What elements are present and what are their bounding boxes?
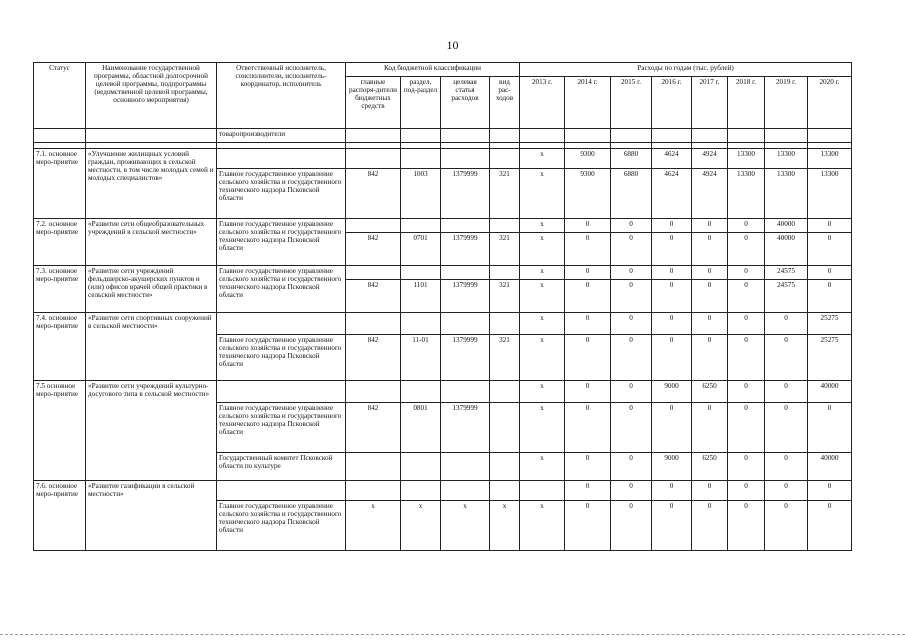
header-status: Статус <box>34 63 86 129</box>
table-row <box>34 313 852 335</box>
value-cell: 4924 <box>692 149 728 169</box>
measure-status: 7.2. основное меро-приятие <box>34 219 86 266</box>
value-cell: 0 <box>652 219 692 233</box>
kbk-razdel-cell: 0801 <box>401 403 441 453</box>
value-cell: 13300 <box>808 169 852 219</box>
header-year: 2018 г. <box>728 77 765 129</box>
value-cell: 0 <box>565 233 611 266</box>
value-cell: 13300 <box>765 149 808 169</box>
value-cell: х <box>520 381 565 403</box>
value-cell: 4624 <box>652 149 692 169</box>
value-cell: 0 <box>728 335 765 381</box>
value-cell: 0 <box>565 313 611 335</box>
header-expenses-group: Расходы по годам (тыс. рублей) <box>520 63 852 77</box>
header-kbk-razdel: раздел, под-раздел <box>401 77 441 129</box>
header-year: 2015 г. <box>611 77 652 129</box>
value-cell: 0 <box>611 219 652 233</box>
value-cell: 0 <box>611 501 652 551</box>
value-cell: 9300 <box>565 149 611 169</box>
kbk-csr-cell: 1379999 <box>441 169 490 219</box>
value-cell: 0 <box>652 335 692 381</box>
measure-name: «Развитие сети учреждений культурно-досугового типа в сельской местности» <box>86 381 217 481</box>
measure-name: «Улучшение жилищных условий граждан, проживающих в сельской местности, в том числе молодых семей и молодых специалистов» <box>86 149 217 219</box>
kbk-razdel-cell: 1003 <box>401 169 441 219</box>
value-cell: 9000 <box>652 381 692 403</box>
value-cell: 6880 <box>611 149 652 169</box>
value-cell: 0 <box>565 381 611 403</box>
value-cell: 0 <box>611 280 652 313</box>
value-cell: 24575 <box>765 280 808 313</box>
value-cell: 24575 <box>765 266 808 280</box>
measure-name: «Развитие сети общеобразовательных учреждений в сельской местности» <box>86 219 217 266</box>
kbk-razdel-cell: 11-01 <box>401 335 441 381</box>
measure-name: «Развитие сети учреждений фельдшерско-акушерских пунктов и (или) офисов врачей общей практики в сельской местности» <box>86 266 217 313</box>
table-row <box>34 481 852 501</box>
value-cell: 0 <box>611 381 652 403</box>
value-cell: 40000 <box>765 233 808 266</box>
value-cell: 0 <box>765 403 808 453</box>
header-year: 2014 г. <box>565 77 611 129</box>
value-cell: 0 <box>652 481 692 501</box>
continuation-text: товаропроизводители <box>217 129 346 143</box>
kbk-grbs-cell: 842 <box>346 169 401 219</box>
kbk-grbs-cell: 842 <box>346 233 401 266</box>
value-cell: х <box>520 335 565 381</box>
kbk-razdel-cell: 0701 <box>401 233 441 266</box>
value-cell: 0 <box>728 219 765 233</box>
header-year: 2016 г. <box>652 77 692 129</box>
value-cell: 0 <box>652 233 692 266</box>
measure-name: «Развитие сети спортивных сооружений в сельской местности» <box>86 313 217 381</box>
value-cell: 9300 <box>565 169 611 219</box>
value-cell: 0 <box>765 481 808 501</box>
executor-cell: Главное государственное управление сельского хозяйства и государственного технического надзора Псковской области <box>217 335 346 381</box>
measure-status: 7.1. основное меро-приятие <box>34 149 86 219</box>
value-cell: х <box>520 313 565 335</box>
kbk-csr-cell: 1379999 <box>441 335 490 381</box>
value-cell: 13300 <box>728 169 765 219</box>
value-cell: 0 <box>692 313 728 335</box>
kbk-grbs-cell: х <box>346 501 401 551</box>
value-cell: 0 <box>728 481 765 501</box>
measure-status: 7.5 основное меро-приятие <box>34 381 86 481</box>
kbk-grbs-cell: 842 <box>346 403 401 453</box>
kbk-grbs-cell: 842 <box>346 280 401 313</box>
kbk-csr-cell: 1379999 <box>441 280 490 313</box>
value-cell: 0 <box>611 233 652 266</box>
value-cell: 0 <box>808 501 852 551</box>
header-kbk-csr: целевая статья расходов <box>441 77 490 129</box>
kbk-vr-cell: 321 <box>490 169 520 219</box>
value-cell: 0 <box>728 266 765 280</box>
page-number: 10 <box>446 38 459 52</box>
value-cell: 6250 <box>692 453 728 481</box>
value-cell: 4924 <box>692 169 728 219</box>
value-cell: 0 <box>692 481 728 501</box>
value-cell: 0 <box>728 233 765 266</box>
value-cell: 9000 <box>652 453 692 481</box>
kbk-razdel-cell: 1101 <box>401 280 441 313</box>
value-cell: 0 <box>692 266 728 280</box>
value-cell: 0 <box>652 501 692 551</box>
value-cell: 0 <box>765 335 808 381</box>
value-cell: 0 <box>808 403 852 453</box>
value-cell: 0 <box>692 219 728 233</box>
value-cell: х <box>520 403 565 453</box>
value-cell: 0 <box>611 313 652 335</box>
value-cell: 0 <box>565 219 611 233</box>
executor-cell <box>217 149 346 169</box>
kbk-vr-cell: х <box>490 501 520 551</box>
header-kbk-group: Код бюджетной классификации <box>346 63 520 77</box>
kbk-vr-cell: 321 <box>490 280 520 313</box>
measure-status: 7.3. основное меро-приятие <box>34 266 86 313</box>
value-cell: 0 <box>652 266 692 280</box>
value-cell: 0 <box>611 403 652 453</box>
measure-status: 7.4. основное меро-приятие <box>34 313 86 381</box>
value-cell: х <box>520 169 565 219</box>
value-cell: 13300 <box>808 149 852 169</box>
continuation-row <box>34 129 852 143</box>
value-cell: 6880 <box>611 169 652 219</box>
value-cell: 0 <box>565 403 611 453</box>
kbk-vr-cell: 321 <box>490 233 520 266</box>
value-cell: 0 <box>611 481 652 501</box>
executor-cell <box>217 481 346 501</box>
value-cell: 0 <box>611 453 652 481</box>
header-year: 2020 г. <box>808 77 852 129</box>
value-cell: 0 <box>611 335 652 381</box>
value-cell: 0 <box>765 313 808 335</box>
value-cell: 0 <box>728 313 765 335</box>
value-cell: 0 <box>728 501 765 551</box>
executor-cell: Главное государственное управление сельского хозяйства и государственного технического надзора Псковской области <box>217 403 346 453</box>
table-row <box>34 266 852 280</box>
value-cell: х <box>520 453 565 481</box>
executor-cell: Государственный комитет Псковской области по культуре <box>217 453 346 481</box>
executor-cell: Главное государственное управление сельского хозяйства и государственного технического надзора Псковской области <box>217 266 346 313</box>
value-cell: 0 <box>565 280 611 313</box>
value-cell: 6250 <box>692 381 728 403</box>
value-cell: 0 <box>808 219 852 233</box>
value-cell: 0 <box>808 280 852 313</box>
value-cell: 0 <box>692 403 728 453</box>
value-cell: 40000 <box>808 453 852 481</box>
value-cell: 0 <box>765 381 808 403</box>
value-cell: 0 <box>652 313 692 335</box>
value-cell: 0 <box>611 266 652 280</box>
value-cell: 0 <box>808 481 852 501</box>
kbk-grbs-cell: 842 <box>346 335 401 381</box>
scan-edge-divider <box>0 634 905 635</box>
value-cell: 0 <box>728 280 765 313</box>
value-cell: х <box>520 149 565 169</box>
value-cell: 0 <box>565 481 611 501</box>
value-cell: 0 <box>652 280 692 313</box>
value-cell: 0 <box>565 335 611 381</box>
value-cell: 13300 <box>728 149 765 169</box>
value-cell: 25275 <box>808 335 852 381</box>
measure-name: «Развитие газификации в сельской местности» <box>86 481 217 551</box>
value-cell: 0 <box>765 501 808 551</box>
table-row <box>34 219 852 233</box>
value-cell: 0 <box>692 335 728 381</box>
kbk-csr-cell: 1379999 <box>441 403 490 453</box>
value-cell: 0 <box>652 403 692 453</box>
value-cell: 0 <box>808 266 852 280</box>
budget-table <box>33 62 852 551</box>
executor-cell <box>217 313 346 335</box>
table-row <box>34 149 852 169</box>
value-cell: 0 <box>808 233 852 266</box>
header-kbk-grbs: главные распоря-дители бюджетных средств <box>346 77 401 129</box>
executor-cell <box>217 381 346 403</box>
value-cell: 0 <box>565 266 611 280</box>
header-year: 2013 г. <box>520 77 565 129</box>
header-program-name: Наименование государственной программы, областной долгосрочной целевой программы, подпрограммы (ведомственной целевой программы, основного мероприятия) <box>86 63 217 129</box>
value-cell: 4624 <box>652 169 692 219</box>
value-cell: х <box>520 501 565 551</box>
measure-status: 7.6. основное меро-приятие <box>34 481 86 551</box>
kbk-vr-cell: 321 <box>490 335 520 381</box>
value-cell: 0 <box>565 501 611 551</box>
value-cell: 0 <box>692 280 728 313</box>
value-cell <box>520 481 565 501</box>
executor-cell: Главное государственное управление сельского хозяйства и государственного технического надзора Псковской области <box>217 501 346 551</box>
value-cell: х <box>520 280 565 313</box>
executor-cell: Главное государственное управление сельского хозяйства и государственного технического надзора Псковской области <box>217 219 346 266</box>
value-cell: 40000 <box>808 381 852 403</box>
value-cell: х <box>520 266 565 280</box>
header-year: 2017 г. <box>692 77 728 129</box>
value-cell: 0 <box>692 501 728 551</box>
table-row <box>34 381 852 403</box>
value-cell: х <box>520 233 565 266</box>
value-cell: 0 <box>565 453 611 481</box>
kbk-vr-cell <box>490 403 520 453</box>
value-cell: 0 <box>728 453 765 481</box>
header-kbk-vr: вид рас-ходов <box>490 77 520 129</box>
executor-cell: Главное государственное управление сельского хозяйства и государственного технического надзора Псковской области <box>217 169 346 219</box>
value-cell: 0 <box>692 233 728 266</box>
value-cell: 0 <box>728 381 765 403</box>
kbk-csr-cell: 1379999 <box>441 233 490 266</box>
value-cell: х <box>520 219 565 233</box>
header-year: 2019 г. <box>765 77 808 129</box>
kbk-csr-cell: х <box>441 501 490 551</box>
header-executor: Ответственный исполнитель, соисполнители, исполнитель-координатор, исполнитель <box>217 63 346 129</box>
kbk-razdel-cell: х <box>401 501 441 551</box>
value-cell: 40000 <box>765 219 808 233</box>
value-cell: 0 <box>728 403 765 453</box>
value-cell: 13300 <box>765 169 808 219</box>
value-cell: 0 <box>765 453 808 481</box>
value-cell: 25275 <box>808 313 852 335</box>
